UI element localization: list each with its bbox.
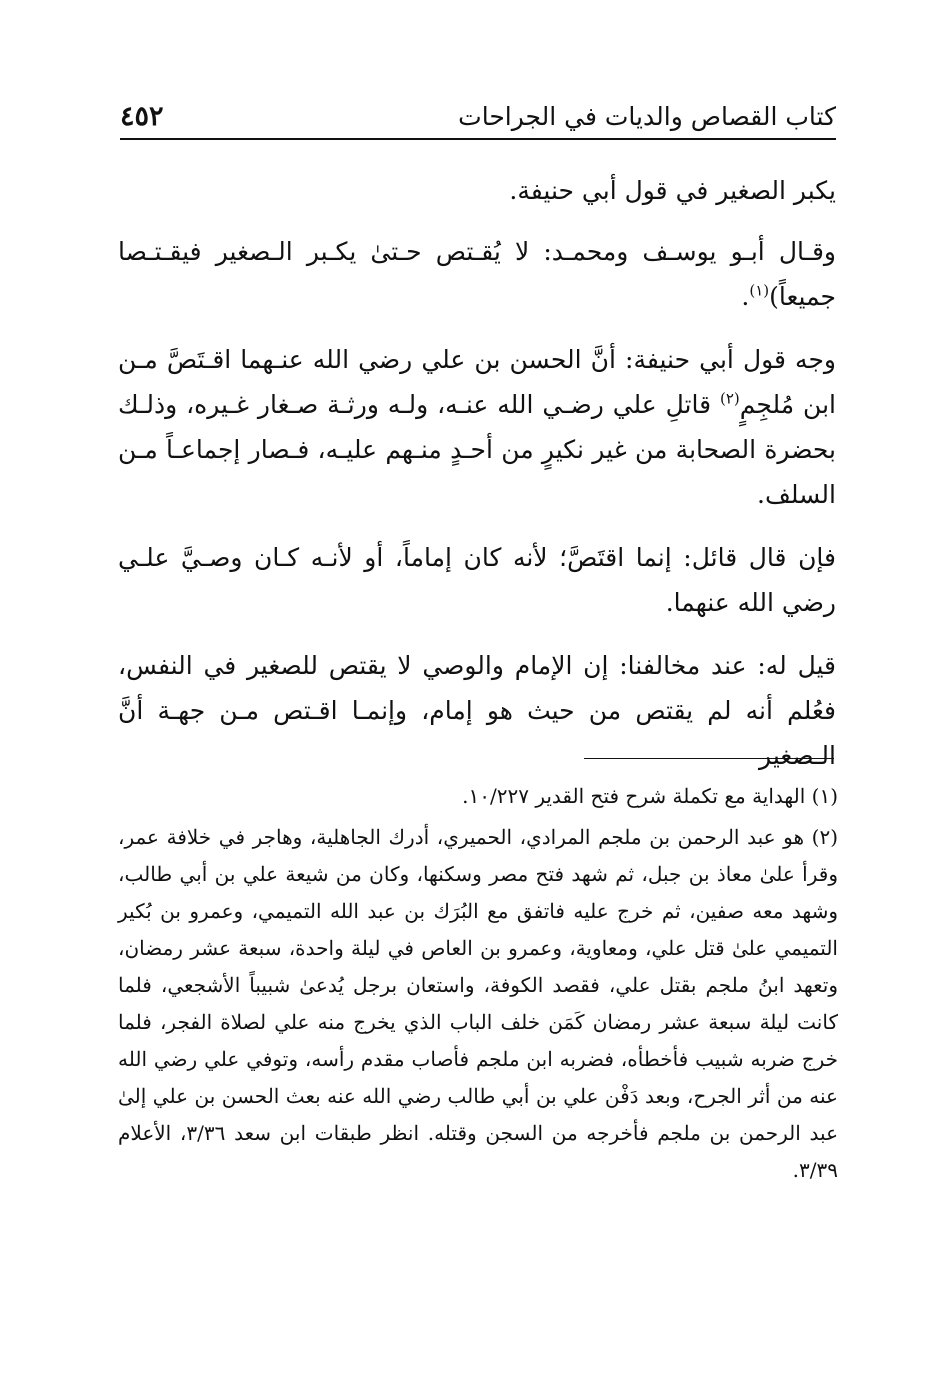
paragraph-3 (118, 337, 836, 517)
footnote-divider (584, 758, 834, 759)
book-title: كتاب القصاص والديات في الجراحات (458, 101, 836, 131)
paragraph-4: فإن قال قائل: إنما اقتَصَّ؛ لأنه كان إماماً، أو لأنـه كـان وصـيَّ علـي رضي الله عنهما. (118, 543, 836, 617)
paragraph-3-end: قاتلِ علي رضـي الله عنـه، ولـه ورثـة صـغار غـيره، وذلـك بحضرة الصحابة من غير نكيرٍ من أحـدٍ منـهم عليـه، فـصار إجماعـاً مـن السلف. (118, 390, 836, 509)
running-header (120, 94, 836, 140)
main-text (118, 168, 836, 796)
footnote-2: (٢) هو عبد الرحمن بن ملجم المرادي، الحميري، أدرك الجاهلية، وهاجر في خلافة عمر، وقرأ علىٰ معاذ بن جبل، ثم شهد فتح مصر وسكنها، وكان من شيعة علي بن أبي طالب، وشهد معه صفين، ثم خرج عليه فاتفق مع البُرَك بن عبد الله التميمي، وعمرو بن بُكير التميمي علىٰ قتل علي، ومعاوية، وعمرو بن العاص في ليلة واحدة، سبعة عشر رمضان، وتعهد ابنُ ملجم بقتل علي، فقصد الكوفة، واستعان برجل يُدعىٰ شبيباً الأشجعي، فلما كانت ليلة سبعة عشر رمضان كَمَن خلف الباب الذي يخرج منه علي لصلاة الفجر، فلما خرج ضربه شبيب فأخطأه، فضربه ابن ملجم فأصاب مقدم رأسه، وتوفي علي رضي الله عنه من أثر الجرح، وبعد دَفْن علي بن أبي طالب رضي الله عنه بعث الحسن بن علي إلىٰ عبد الرحمن بن ملجم فأخرجه من السجن وقتله. انظر طبقات ابن سعد ٣/٣٦، الأعلام ٣/٣٩. (118, 825, 839, 1182)
footnote-ref-2: (٢) (719, 389, 740, 408)
footnotes-section (118, 778, 838, 1193)
paragraph-2 (118, 229, 836, 319)
paragraph-2-text: وقـال أبـو يوسـف ومحمـد: لا يُقـتص حـتىٰ يكـبر الـصغير فيقـتـصا جميعاً) (118, 237, 836, 311)
page-number: ٤٥٢ (120, 100, 164, 132)
paragraph-3-start: وجه قول أبي حنيفة: أنَّ الحسن بن علي رضي الله عنـهما اقـتَصَّ مـن ابن مُلجِمٍ (118, 345, 836, 419)
paragraph-5: قيل له: عند مخالفنا: إن الإمام والوصي لا يقتص للصغير في النفس، فعُلم أنه لم يقتص من حيث هو إمام، وإنمـا اقـتص مـن جهـة أنَّ الـصغير (118, 651, 836, 770)
footnote-1: (١) الهداية مع تكملة شرح فتح القدير ١٠/٢٢٧. (462, 784, 838, 808)
paragraph-1: يكبر الصغير في قول أبي حنيفة. (509, 176, 836, 205)
footnote-ref-1: (١) (749, 281, 770, 300)
paragraph-2-end: . (741, 282, 750, 311)
